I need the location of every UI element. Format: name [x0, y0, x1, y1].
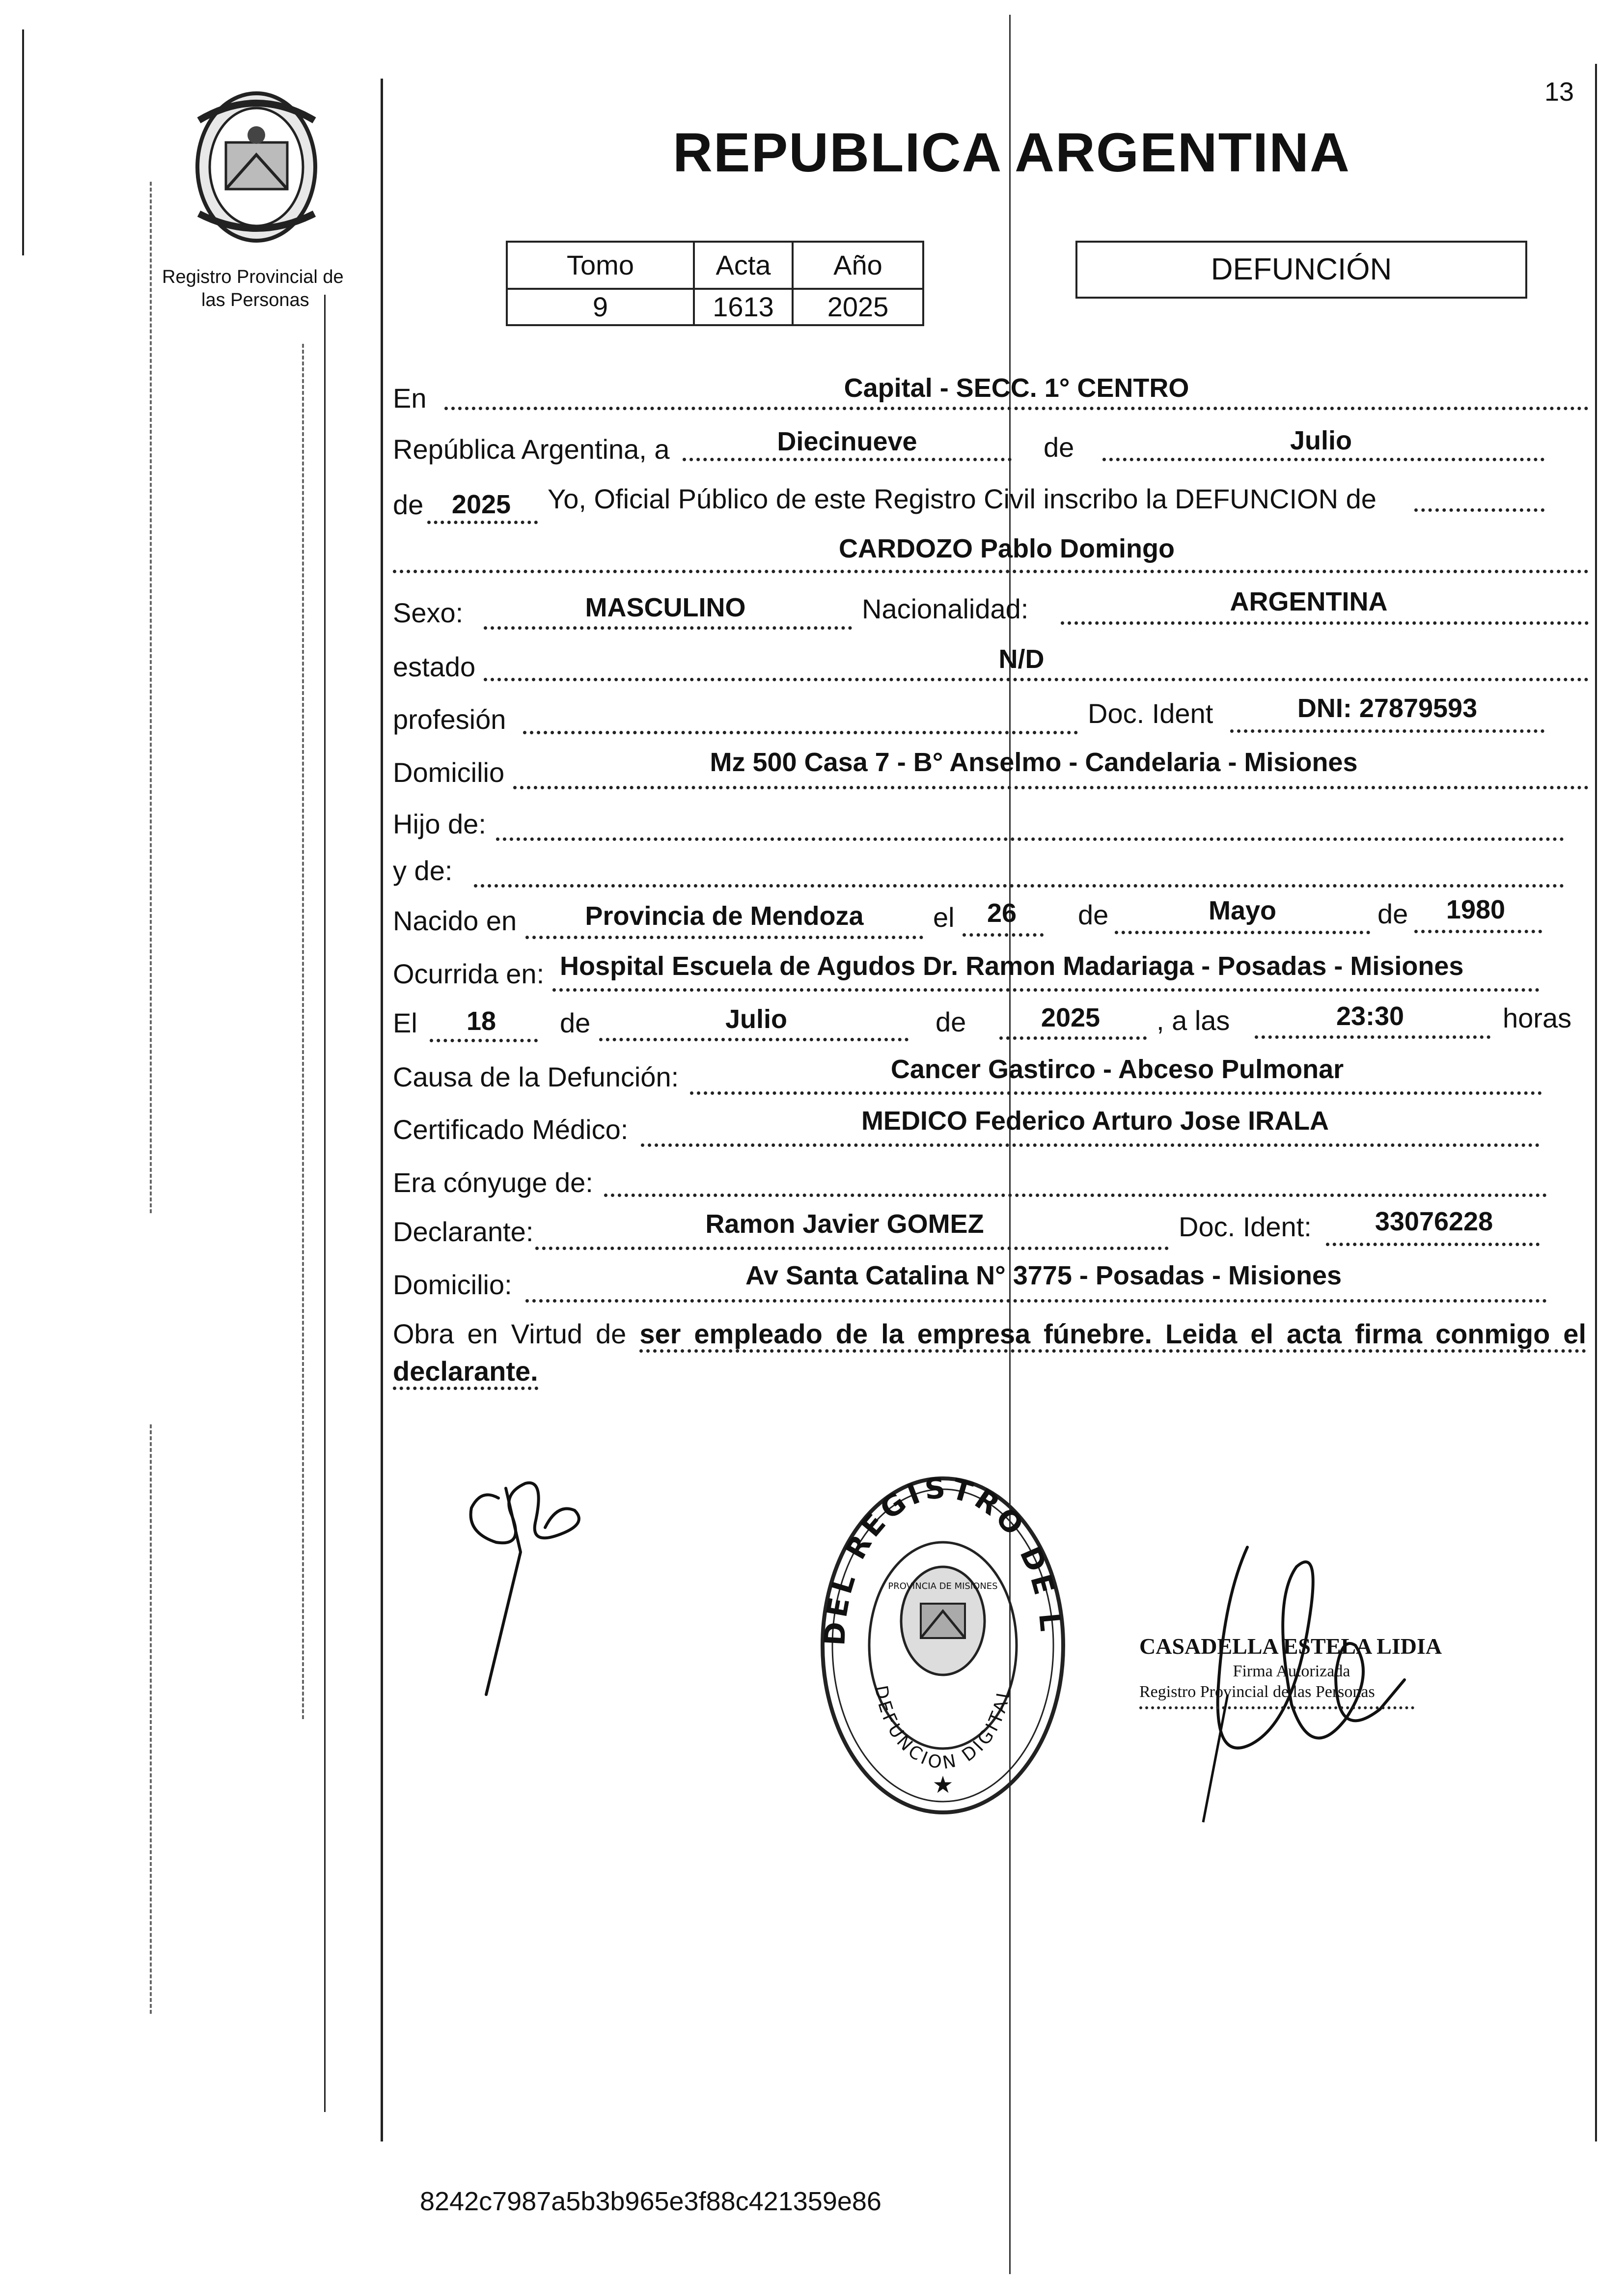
dotline-estado: [484, 678, 1589, 681]
authority-stamp: [1139, 1633, 1444, 1709]
label-declarante: Declarante:: [393, 1216, 534, 1247]
table-header-anio: Año: [792, 241, 924, 290]
label-domicilio-declarante: Domicilio:: [393, 1269, 512, 1300]
dotline-causa: [690, 1091, 1542, 1095]
stamp-underline: [1139, 1706, 1414, 1709]
value-ocurrida-en: Hospital Escuela de Agudos Dr. Ramon Madariaga - Posadas - Misiones: [560, 951, 1464, 981]
label-a-las: , a las: [1156, 1005, 1230, 1036]
dotline-def-dia: [430, 1039, 538, 1042]
value-def-hora: 23:30: [1336, 1001, 1404, 1031]
obra-en-virtud-paragraph: [393, 1315, 1586, 1390]
value-nac-anio: 1980: [1446, 895, 1506, 924]
label-nacionalidad: Nacionalidad:: [862, 593, 1029, 624]
dotline-hijo-de: [496, 837, 1564, 841]
declarant-signature: [452, 1469, 599, 1699]
label-El: El: [393, 1007, 417, 1038]
label-hijo-de: Hijo de:: [393, 808, 486, 839]
dotline-declarante: [535, 1247, 1169, 1250]
dotline-doc: [1230, 729, 1544, 733]
margin-dash-1: [150, 182, 152, 1213]
margin-inner-line: [324, 295, 326, 2112]
dotline-def-mes: [599, 1038, 908, 1041]
stamp-name: CASADELLA ESTELA LIDIA: [1139, 1634, 1442, 1659]
label-profesion: profesión: [393, 704, 506, 735]
value-def-mes: Julio: [725, 1004, 787, 1034]
document-hash: 8242c7987a5b3b965e3f88c421359e86: [420, 2187, 881, 2216]
registry-name-line1: Registro Provincial de: [162, 267, 344, 287]
label-el: el: [933, 902, 955, 933]
label-estado: estado: [393, 651, 476, 682]
seal-star-icon: ★: [932, 1771, 954, 1799]
label-y-de: y de:: [393, 855, 453, 886]
dotline-y-de: [474, 884, 1564, 888]
value-mes-registro: Julio: [1290, 426, 1352, 455]
label-nacido-en: Nacido en: [393, 905, 517, 936]
margin-dash-3: [302, 344, 304, 1719]
label-de-def-mes: de: [560, 1007, 591, 1038]
dotline-yo-oficial: [1414, 508, 1544, 512]
value-dia-letras: Diecinueve: [777, 427, 917, 456]
record-type-box: DEFUNCIÓN: [1075, 241, 1527, 299]
margin-dash-2: [150, 1424, 152, 2014]
label-certificado: Certificado Médico:: [393, 1114, 629, 1145]
dotline-def-anio: [999, 1036, 1147, 1040]
label-de-mes: de: [1044, 432, 1074, 463]
label-de-def-anio: de: [936, 1006, 966, 1037]
seal-center-text: PROVINCIA DE MISIONES: [888, 1581, 998, 1591]
dotline-nac-mes: [1115, 931, 1370, 934]
label-republica-a: República Argentina, a: [393, 434, 670, 465]
value-nacido-en: Provincia de Mendoza: [585, 901, 864, 931]
value-nacionalidad: ARGENTINA: [1230, 587, 1388, 616]
dotline-nombre: [393, 570, 1589, 573]
table-value-anio: 2025: [792, 288, 924, 326]
seal-outer-text: DEL REGISTRO DE L: [818, 1471, 1068, 1647]
value-certificado: MEDICO Federico Arturo Jose IRALA: [861, 1106, 1329, 1136]
label-doc-ident-declarante: Doc. Ident:: [1179, 1211, 1312, 1242]
dotline-declarante-doc: [1326, 1243, 1540, 1246]
left-margin-line: [381, 79, 383, 2141]
dotline-nac-anio: [1414, 930, 1542, 933]
label-sexo: Sexo:: [393, 597, 464, 628]
dotline-profesion: [523, 731, 1078, 734]
outer-left-line: [22, 29, 24, 255]
table-header-tomo: Tomo: [506, 241, 695, 290]
label-horas: horas: [1503, 1002, 1572, 1033]
dotline-nac-dia: [963, 933, 1044, 937]
table-value-tomo: 9: [506, 288, 695, 326]
province-coat-of-arms-logo: [189, 86, 324, 248]
label-ocurrida-en: Ocurrida en:: [393, 958, 545, 989]
page-title: REPUBLICA ARGENTINA: [673, 122, 1350, 183]
seal-inner-text: DEFUNCION DIGITAL: [870, 1684, 1016, 1774]
label-de-nac-mes: de: [1078, 899, 1109, 930]
dotline-en: [444, 407, 1589, 410]
dotline-certificado: [641, 1143, 1540, 1147]
value-def-dia: 18: [466, 1006, 496, 1036]
label-de-anio: de: [393, 489, 424, 520]
dotline-nacido-en: [525, 936, 923, 939]
dotline-sexo: [484, 626, 852, 630]
value-sexo: MASCULINO: [585, 593, 746, 622]
svg-text:DEFUNCION DIGITAL: [871, 1684, 1015, 1773]
value-def-anio: 2025: [1041, 1003, 1101, 1032]
label-obra-en-virtud: Obra en Virtud de: [393, 1318, 627, 1349]
dotline-nacionalidad: [1061, 621, 1589, 625]
value-domicilio: Mz 500 Casa 7 - B° Anselmo - Candelaria - Misiones: [710, 748, 1358, 777]
value-declarante: Ramon Javier GOMEZ: [705, 1209, 984, 1239]
dotline-dia: [683, 458, 1012, 461]
value-anio-registro: 2025: [451, 490, 511, 519]
value-domicilio-declarante: Av Santa Catalina N° 3775 - Posadas - Misiones: [745, 1261, 1342, 1290]
registry-name-line2: las Personas: [201, 290, 309, 310]
right-margin-line: [1595, 64, 1597, 2141]
label-yo-oficial: Yo, Oficial Público de este Registro Civil inscribo la DEFUNCION de: [548, 483, 1376, 514]
value-doc: DNI: 27879593: [1297, 694, 1478, 723]
value-declarante-doc: 33076228: [1375, 1207, 1493, 1236]
value-obra-en-virtud: ser empleado de la empresa fúnebre. Leida el acta firma conmigo el declarante.: [393, 1318, 1586, 1390]
label-conyuge: Era cónyuge de:: [393, 1167, 593, 1198]
dotline-ocurrida-en: [552, 988, 1540, 992]
label-de-nac-anio: de: [1377, 898, 1408, 929]
value-causa: Cancer Gastirco - Abceso Pulmonar: [890, 1055, 1344, 1084]
stamp-role: Firma Autorizada: [1233, 1662, 1350, 1680]
page-number: 13: [1544, 77, 1574, 107]
label-domicilio: Domicilio: [393, 757, 505, 788]
value-nac-mes: Mayo: [1208, 896, 1277, 925]
value-nombre: CARDOZO Pablo Domingo: [839, 534, 1175, 563]
dotline-conyuge: [604, 1194, 1547, 1197]
dotline-anio: [427, 521, 538, 524]
table-value-acta: 1613: [693, 288, 794, 326]
dotline-mes: [1102, 458, 1544, 461]
dotline-domicilio: [513, 786, 1589, 789]
label-en: En: [393, 383, 427, 414]
dotline-def-hora: [1255, 1035, 1490, 1039]
value-lugar: Capital - SECC. 1° CENTRO: [844, 373, 1189, 403]
table-header-acta: Acta: [693, 241, 794, 290]
label-doc-ident: Doc. Ident: [1088, 698, 1213, 729]
official-seal: [815, 1459, 1071, 1817]
label-causa: Causa de la Defunción:: [393, 1061, 679, 1092]
dotline-domicilio-declarante: [525, 1299, 1547, 1303]
stamp-org: Registro Provincial de las Personas: [1139, 1683, 1375, 1701]
value-estado: N/D: [998, 644, 1045, 674]
value-nac-dia: 26: [987, 898, 1017, 928]
